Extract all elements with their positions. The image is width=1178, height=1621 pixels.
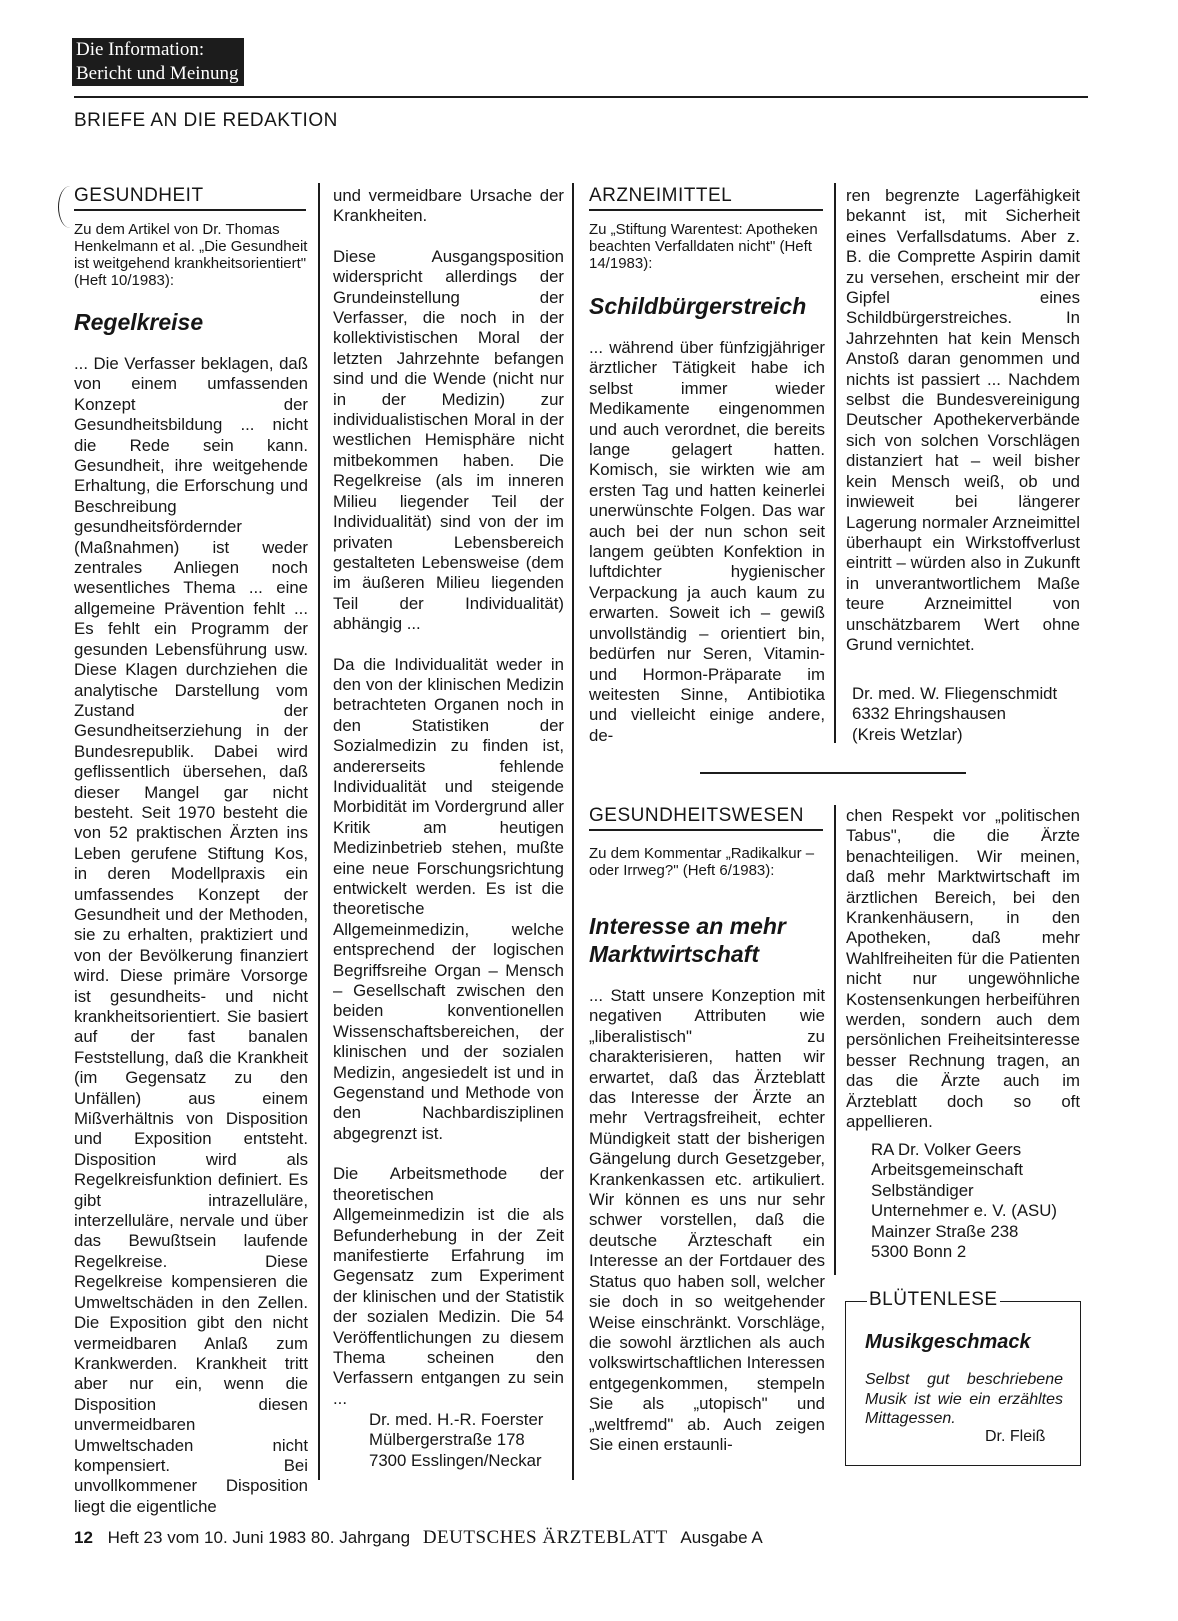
signature-line: (Kreis Wetzlar)	[852, 724, 963, 744]
column-rule-4	[834, 805, 836, 1275]
bluetenlese-author: Dr. Fleiß	[985, 1428, 1046, 1445]
letter1-signature	[369, 1410, 543, 1471]
signature-line: 6332 Ehringshausen	[852, 704, 1006, 724]
bluetenlese-quote	[865, 1370, 1063, 1429]
top-rule	[74, 96, 1088, 98]
letter1-paragraph: Diese Ausgangsposition widerspricht allerdings der Grundeinstellung der Verfasser, die noch in der kollektivistischen Moral der letzten Jahrzehnte befangen sind und die Wende (nicht nur in der Medizin) zur individualistischen Moral in der westlichen Hemisphäre nicht mitbekommen haben. Die Regelkreise (als im inneren Milieu liegender Teil der Individualität) sind von der im privaten Lebensbereich gestalteten Lebensweise (dem im äußeren Milieu liegenden Teil der Individualität) abhängig ...	[333, 246, 564, 634]
letter3-intro: Zu dem Kommentar „Radikalkur – oder Irrweg?" (Heft 6/1983):	[589, 845, 815, 879]
page-number: 12	[74, 1528, 93, 1547]
letter1-body-text: ... Die Verfasser beklagen, daß von einem umfassenden Konzept der Gesundheitsbildung ... nicht die Rede sein kann. Gesundheit, ihre weitgehende Erhaltung, die Erforschung und Beschreibung gesundheitsfördernder (Maßnahmen) ist weder zentrales Anliegen noch wesentliches Thema ... eine allgemeine Prävention fehlt ... Es fehlt ein Programm der gesunden Lebensführung usw. Diese Klagen durchziehen die analytische Darstellung vom Zustand der Gesundheitserziehung in der Bundesrepublik. Dabei wird geflissentlich übersehen, daß dieser Mangel gar nicht besteht. Seit 1970 besteht die von 52 praktischen Ärzten ins Leben gerufene Stiftung Kos, in deren Modellpraxis ein umfassendes Konzept der Gesundheit und der Methoden, sie zu erhalten, praktiziert und von der Bevölkerung finanziert wird. Diese primäre Vorsorge ist gesundheits- und nicht krankheitsorientiert. Sie basiert auf der fast banalen Feststellung, daß die Krankheit (im Gegensatz zu den Unfällen) aus einem Mißverhältnis von Disposition und Exposition entsteht. Disposition wird als Regelkreisfunktion definiert. Es gibt intrazelluläre, interzelluläre, nervale und über das Bewußtsein laufende Regelkreise. Diese Regelkreise kompensieren die Umweltschäden in den Zellen. Die Exposition gibt den nicht vermeidbaren Anlaß zum Krankwerden. Krankheit tritt aber nur ein, wenn die Disposition diesen unvermeidbaren Umweltschaden nicht kompensiert. Bei unvollkommener Disposition liegt die eigentliche	[74, 354, 308, 1516]
column-rule-1	[318, 183, 320, 1480]
section-label-line-1: Die Information:	[72, 38, 244, 62]
letter2-body-column-3	[589, 338, 825, 746]
signature-line: 7300 Esslingen/Neckar	[369, 1450, 542, 1470]
bluetenlese-text: Selbst gut beschriebene Musik ist wie ein erzähltes Mittagessen.	[865, 1371, 1063, 1427]
rubric-gesundheitswesen: GESUNDHEITSWESEN	[589, 805, 804, 826]
rubric-underline	[589, 829, 823, 831]
signature-line: Unternehmer e. V. (ASU)	[871, 1201, 1057, 1221]
headline-line: Marktwirtschaft	[589, 941, 759, 967]
journal-name: DEUTSCHES ÄRZTEBLATT	[422, 1527, 668, 1548]
signature-line: Selbständiger	[871, 1180, 974, 1200]
page-heading: BRIEFE AN DIE REDAKTION	[74, 110, 338, 131]
column-rule-3	[834, 183, 836, 743]
rubric-gesundheit: GESUNDHEIT	[74, 185, 204, 206]
signature-line: 5300 Bonn 2	[871, 1242, 967, 1262]
letter1-headline: Regelkreise	[74, 309, 204, 335]
letter2-signature	[852, 684, 1057, 745]
letter2-intro: Zu „Stiftung Warentest: Apotheken beachten Verfalldaten nicht" (Heft 14/1983):	[589, 221, 818, 272]
signature-line: Arbeitsgemeinschaft	[871, 1160, 1024, 1180]
section-label	[72, 38, 244, 86]
rubric-bluetenlese: BLÜTENLESE	[869, 1289, 998, 1310]
letter1-body-column-1	[74, 354, 308, 1517]
letter3-signature	[871, 1140, 1057, 1262]
letter2-headline: Schildbürgerstreich	[589, 293, 807, 319]
letter3-body-text: chen Respekt vor „politischen Tabus", die die Ärzte benachteiligen. Wir meinen, daß mehr Marktwirtschaft im ärztlichen Bereich, bei den Krankenhäusern, in den Apotheken, daß mehr Wahlfreiheiten für die Patienten nicht nur ungewöhnliche Kostensenkungen herbeiführen werden, sondern auch dem persönlichen Freiheitsinteresse besser Rechnung tragen, an das die Ärzte auch im Ärzteblatt doch so oft appellieren.	[846, 806, 1080, 1132]
column-rule-2	[572, 183, 574, 1480]
letter1-paragraph: Da die Individualität weder in den von der klinischen Medizin betrachteten Organen noch in den Statistiken der Sozialmedizin zu finden ist, andererseits fehlende Individualität und steigende Morbidität im Vordergrund aller Kritik am heutigen Medizinbetrieb stehen, mußte eine neue Forschungsrichtung entwickelt werden. Es ist die theoretische Allgemeinmedizin, welche entsprechend der logischen Begriffsreihe Organ – Mensch – Gesellschaft zwischen den beiden konventionellen Wissenschaftsbereichen, der klinischen und der sozialen Medizin, angesiedelt ist und in Gegenstand und Methode von den Nachbardisziplinen abgegrenzt ist.	[333, 654, 564, 1143]
signature-line: Dr. med. H.-R. Foerster	[369, 1410, 544, 1429]
signature-line: Mainzer Straße 238	[871, 1221, 1019, 1241]
letter3-headline	[589, 912, 786, 968]
bluetenlese-headline: Musikgeschmack	[865, 1331, 1031, 1353]
letter3-body-column-4	[846, 806, 1080, 1133]
footer	[74, 1527, 763, 1549]
letter3-body-text: ... Statt unsere Konzeption mit negativen Attributen wie „liberalistisch" zu charakterisieren, hatten wir erwartet, daß das Ärzteblatt das Interesse der Ärzte an mehr Vertragsfreiheit, echter Mündigkeit statt der bisherigen Gängelung durch Gesetzgeber, Krankenkassen etc. artikuliert. Wir können es uns nur sehr schwer vorstellen, daß die deutsche Ärzteschaft ein Interesse an der Fortdauer des Status quo haben soll, welcher sie doch in so weitgehender Weise einschränkt. Vorschläge, die sowohl ärztlichen als auch volkswirtschaftlichen Interessen entgegenkommen, stempeln Sie als „utopisch" und „weltfremd" ab. Auch zeigen Sie einen erstaunli-	[589, 986, 825, 1454]
edition: Ausgabe A	[680, 1528, 763, 1547]
letter1-body-column-2	[333, 186, 564, 1409]
separator-rule	[700, 772, 966, 774]
letter2-body-text: ... während über fünfzigjähriger ärztlicher Tätigkeit habe ich selbst immer wieder Medikamente eingenommen und auch verordnet, die bereits lange gelagert hatten. Komisch, sie wirkten wie am ersten Tag und hatten keinerlei unerwünschte Folgen. Das war auch bei der nun schon seit langem geübten Konfektion in luftdichter hygienischer Verpackung ja auch kaum zu erwarten. Soweit ich – gewiß unvollständig – orientiert bin, bedürfen nur Seren, Vitamin- und Hormon-Präparate im weitesten Sinne, Antibiotika und vielleicht einige andere, de-	[589, 338, 825, 745]
rubric-underline	[74, 209, 306, 211]
section-label-line-2: Bericht und Meinung	[72, 62, 244, 86]
signature-line: Mülbergerstraße 178	[369, 1430, 525, 1450]
letter1-paragraph: Die Arbeitsmethode der theoretischen Allgemeinmedizin ist die als Befunderhebung in der Zeit manifestierte Erfahrung im Gegensatz zum Experiment der klinischen und der Statistik der sozialen Medizin. Die 54 Veröffentlichungen zu diesem Thema scheinen den Verfassern entgangen zu sein ...	[333, 1164, 564, 1408]
signature-line: Dr. med. W. Fliegenschmidt	[852, 684, 1058, 703]
letter2-body-text: ren begrenzte Lagerfähigkeit bekannt ist, mit Sicherheit eines Verfallsdatums. Aber z. B. die Comprette Aspirin damit zu versehen, erscheint mir der Gipfel eines Schildbürgerstreiches. In Jahrzehnten hat kein Mensch Anstoß daran genommen und nichts ist passiert ... Nachdem selbst die Bundesvereinigung Deutscher Apothekerverbände sich von solchen Vorschlägen distanziert hat – weil bisher kein Mensch weiß, ob und inwieweit bei längerer Lagerung normaler Arzneimittel überhaupt ein Wirkstoffverlust eintritt – würden also in Zukunft in unverantwortlichem Maße teure Arzneimittel von unschätzbarem Wert ohne Grund vernichtet.	[846, 186, 1080, 654]
headline-line: Interesse an mehr	[589, 913, 786, 939]
letter1-intro: Zu dem Artikel von Dr. Thomas Henkelmann et al. „Die Gesundheit ist weitgehend krankheitsorientiert" (Heft 10/1983):	[74, 221, 308, 289]
letter1-paragraph: und vermeidbare Ursache der Krankheiten.	[333, 186, 564, 226]
rubric-arzneimittel: ARZNEIMITTEL	[589, 185, 733, 206]
rubric-underline	[589, 209, 823, 211]
letter3-body-column-3	[589, 986, 825, 1455]
signature-line: RA Dr. Volker Geers	[871, 1140, 1022, 1159]
letter2-body-column-4	[846, 186, 1080, 655]
issue-info: Heft 23 vom 10. Juni 1983 80. Jahrgang	[107, 1528, 411, 1547]
bracket-mark	[58, 186, 71, 228]
